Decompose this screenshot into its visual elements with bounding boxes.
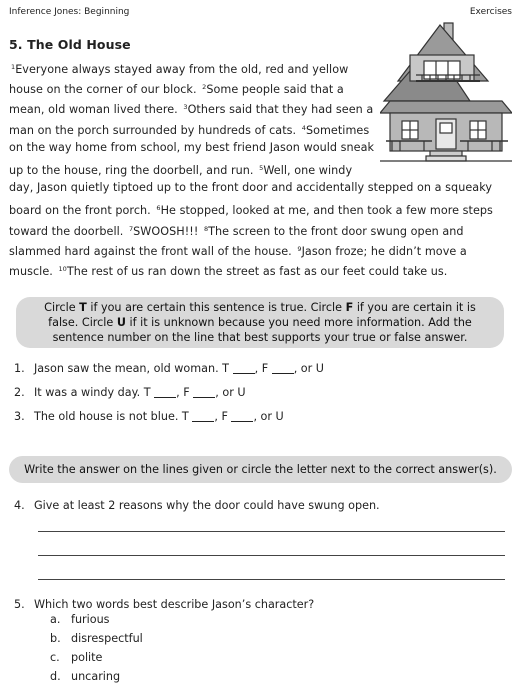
text-segment: The rest of us ran down the street as fast as our feet could take us. (66, 264, 448, 278)
header-right: Exercises (469, 7, 512, 17)
story-line (9, 219, 509, 239)
answer-blank-f[interactable] (272, 362, 294, 374)
instruction-line (16, 300, 504, 315)
emphasis-letter: T (79, 301, 87, 314)
question-4: 4. Give at least 2 reasons why the door could have swung open. (14, 499, 380, 512)
story-line (9, 97, 509, 117)
text-segment: Well, one windy (263, 163, 353, 177)
text-segment: He stopped, looked at me, and then took a few more steps (160, 204, 493, 218)
sentence-number: 7 (128, 224, 134, 233)
question-5: 5. Which two words best describe Jason’s character? (14, 598, 315, 611)
text-segment: if you are certain this sentence is true. Circle (86, 301, 346, 314)
sentence-number: 8 (203, 224, 209, 233)
text-segment: muscle. (9, 264, 57, 278)
story-line (9, 77, 509, 97)
text-segment: man on the porch surrounded by hundreds of cats. (9, 123, 300, 137)
text-segment: house on the corner of our block. (9, 83, 201, 97)
text-segment: SWOOSH!!! (133, 224, 202, 238)
answer-blank-f[interactable] (193, 386, 215, 398)
story-line (9, 239, 509, 259)
sentence-number: 1 (11, 63, 16, 71)
story-passage (9, 57, 509, 279)
text-segment: Some people said that a (206, 83, 344, 97)
text-segment: sentence number on the line that best supports your true or false answer. (52, 331, 468, 344)
header-left: Inference Jones: Beginning (9, 7, 130, 17)
choice-c[interactable]: c. polite (50, 651, 103, 664)
text-segment: mean, old woman lived there. (9, 103, 182, 117)
sentence-number: 9 (297, 244, 302, 253)
choice-b[interactable]: b. disrespectful (50, 632, 143, 645)
sentence-number: 2 (202, 83, 207, 92)
tf-question-3: 3. The old house is not blue. T , F , or U (14, 410, 284, 423)
sentence-number: 5 (259, 163, 264, 172)
answer-line-1[interactable] (38, 531, 505, 532)
story-line (9, 138, 509, 158)
answer-line-3[interactable] (38, 579, 505, 580)
sentence-number: 3 (183, 103, 188, 112)
sentence-number: 10 (58, 264, 67, 273)
story-line (9, 158, 509, 178)
story-line (9, 178, 509, 198)
tf-question-1: 1. Jason saw the mean, old woman. T , F , or U (14, 362, 324, 375)
instructions-write-answer: Write the answer on the lines given or circle the letter next to the correct answer(s). (9, 456, 512, 483)
text-segment: slammed hard against the front wall of the house. (9, 244, 296, 258)
instruction-line (16, 330, 504, 345)
text-segment: Others said that they had seen a (187, 103, 374, 117)
answer-blank-t[interactable] (192, 410, 214, 422)
emphasis-letter: U (116, 316, 126, 329)
emphasis-letter: F (345, 301, 354, 314)
tf-question-2: 2. It was a windy day. T , F , or U (14, 386, 246, 399)
story-line (9, 198, 509, 218)
text-segment: if you are certain it is (353, 301, 476, 314)
story-line (9, 118, 509, 138)
choice-d[interactable]: d. uncaring (50, 670, 121, 683)
text-segment: on the way home from school, my best friend Jason would sneak (9, 140, 375, 154)
answer-blank-t[interactable] (154, 386, 176, 398)
text-segment: Sometimes (305, 123, 370, 137)
story-line (9, 57, 509, 77)
answer-line-2[interactable] (38, 555, 505, 556)
instructions-true-false (16, 297, 504, 348)
story-title: 5. The Old House (9, 37, 131, 52)
answer-blank-t[interactable] (233, 362, 255, 374)
text-segment: Circle (44, 301, 80, 314)
text-segment: day, Jason quietly tiptoed up to the front door and accidentally stepped on a squeaky (9, 181, 492, 195)
instruction-line (16, 315, 504, 330)
choice-a[interactable]: a. furious (50, 613, 110, 626)
text-segment: board on the front porch. (9, 204, 155, 218)
text-segment: false. Circle (48, 316, 117, 329)
text-segment: up to the house, ring the doorbell, and run. (9, 163, 258, 177)
answer-blank-f[interactable] (231, 410, 253, 422)
sentence-number: 4 (301, 123, 306, 132)
text-segment: Jason froze; he didn’t move a (301, 244, 467, 258)
text-segment: The screen to the front door swung open and (208, 224, 464, 238)
text-segment: toward the doorbell. (9, 224, 127, 238)
story-line (9, 259, 509, 279)
sentence-number: 6 (156, 204, 161, 213)
text-segment: Everyone always stayed away from the old, red and yellow (15, 63, 349, 76)
text-segment: if it is unknown because you need more information. Add the (125, 316, 472, 329)
